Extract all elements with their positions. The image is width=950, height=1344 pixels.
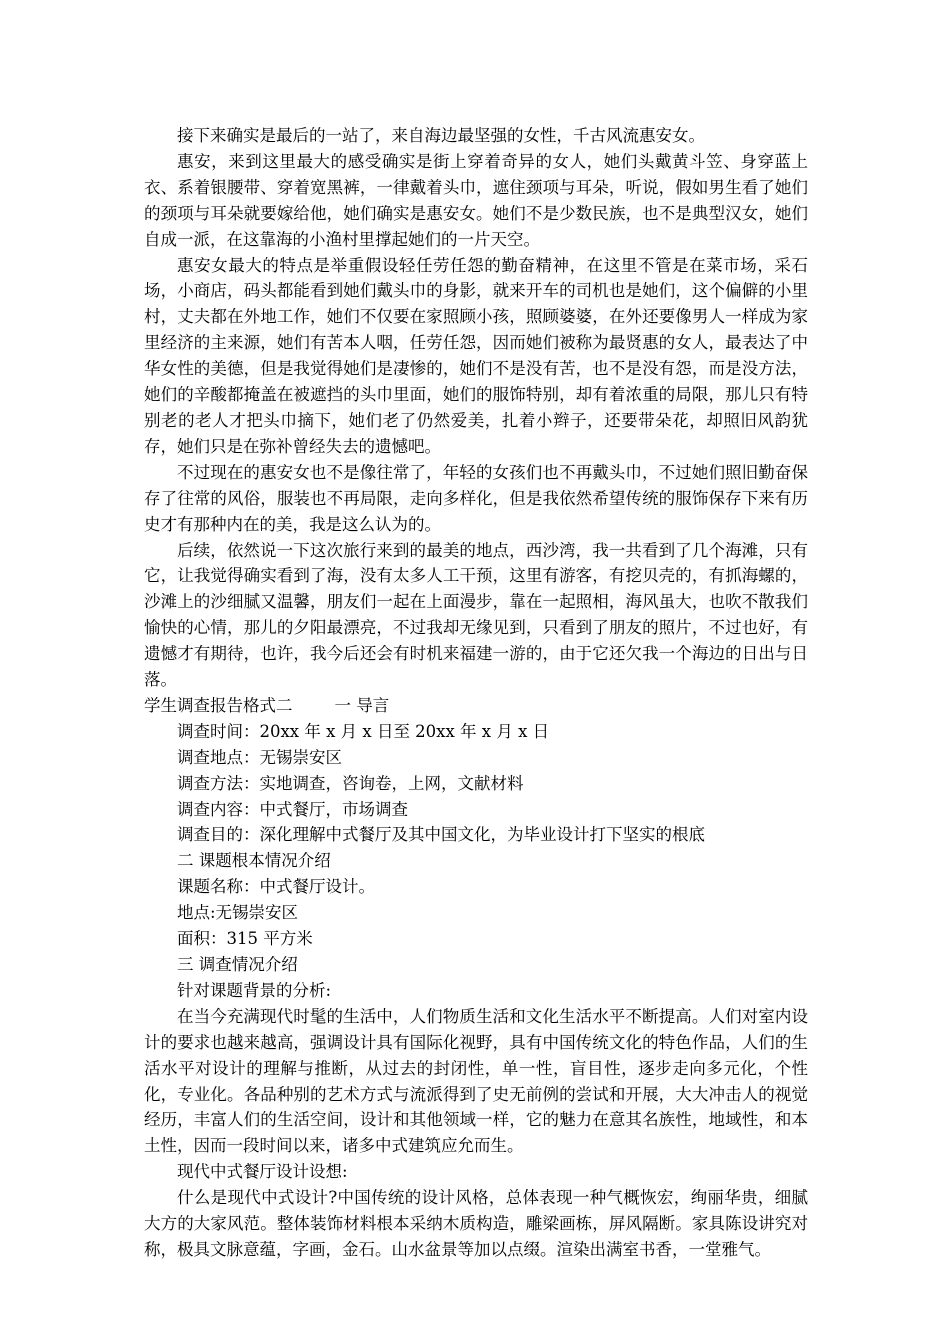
survey-place: 调查地点：无锡崇安区 xyxy=(177,747,342,767)
section-heading-topic: 二 课题根本情况介绍 xyxy=(177,851,331,871)
essay-paragraph-3: 惠安女最大的特点是举重假设轻任劳任怨的勤奋精神，在这里不管是在菜市场，采石场，小商店，码头都能看到她们戴头巾的身影，就来开车的司机也是她们，这个偏僻的小里村，丈夫都在外地工作，她们不仅要在家照顾小孩，照顾婆婆，在外还要像男人一样成为家里经济的主来源，她们有苦本人咽，任劳任怨，因而她们被称为最贤惠的女人，最表达了中华女性的美德，但是我觉得她们是凄惨的，她们不是没有苦，也不是没有怨，而是没方法，她们的辛酸都掩盖在被遮挡的头巾里面，她们的服饰特别，却有着浓重的局限，那儿只有特别老的老人才把头巾摘下，她们老了仍然爱美，扎着小辫子，还要带朵花，却照旧风韵犹存，她们只是在弥补曾经失去的遗憾吧。 xyxy=(144,255,808,456)
essay-paragraph-2: 惠安，来到这里最大的感受确实是街上穿着奇异的女人，她们头戴黄斗笠、身穿蓝上衣、系着银腰带、穿着宽黑裤，一律戴着头巾，遮住颈项与耳朵，听说，假如男生看了她们的颈项与耳朵就要嫁给他，她们确实是惠安女。她们不是少数民族，也不是典型汉女，她们自成一派，在这靠海的小渔村里撑起她们的一片天空。 xyxy=(144,151,808,249)
document-body xyxy=(144,123,808,1263)
section-heading-intro: 一 导言 xyxy=(334,695,390,715)
survey-purpose: 调查目的：深化理解中式餐厅及其中国文化，为毕业设计打下坚实的根底 xyxy=(177,825,705,845)
survey-content: 调查内容：中式餐厅，市场调查 xyxy=(177,799,408,819)
report-title: 学生调查报告格式二 xyxy=(144,695,293,715)
report-title-row xyxy=(144,693,808,719)
essay-paragraph-1: 接下来确实是最后的一站了，来自海边最坚强的女性，千古风流惠安女。 xyxy=(177,126,705,145)
concept-label: 现代中式餐厅设计设想: xyxy=(177,1162,348,1182)
survey-method: 调查方法：实地调查，咨询卷，上网，文献材料 xyxy=(177,773,524,793)
essay-paragraph-5: 后续，依然说一下这次旅行来到的最美的地点，西沙湾，我一共看到了几个海滩，只有它，让我觉得确实看到了海，没有太多人工干预，这里有游客，有挖贝壳的，有抓海螺的，沙滩上的沙细腻又温馨，朋友们一起在上面漫步，靠在一起照相，海风虽大，也吹不散我们愉快的心情，那儿的夕阳最漂亮，不过我却无缘见到，只看到了朋友的照片，不过也好，有遗憾才有期待，也许，我今后还会有时机来福建一游的，由于它还欠我一个海边的日出与日落。 xyxy=(144,540,808,690)
survey-time: 调查时间：20xx 年 x 月 x 日至 20xx 年 x 月 x 日 xyxy=(177,721,550,741)
topic-location: 地点:无锡崇安区 xyxy=(177,903,299,923)
section-heading-survey: 三 调查情况介绍 xyxy=(177,955,298,974)
essay-paragraph-4: 不过现在的惠安女也不是像往常了，年轻的女孩们也不再戴头巾，不过她们照旧勤奋保存了往常的风俗，服装也不再局限，走向多样化，但是我依然希望传统的服饰保存下来有历史才有那种内在的美，我是这么认为的。 xyxy=(144,462,808,534)
background-label: 针对课题背景的分析: xyxy=(177,980,332,1000)
topic-name: 课题名称：中式餐厅设计。 xyxy=(177,877,375,897)
concept-paragraph: 什么是现代中式设计?中国传统的设计风格，总体表现一种气概恢宏，绚丽华贵，细腻大方的大家风范。整体装饰材料根本采纳木质构造，雕梁画栋，屏风隔断。家具陈设讲究对称，极具文脉意蕴，字画，金石。山水盆景等加以点缀。渲染出满室书香，一堂雅气。 xyxy=(144,1188,808,1259)
background-paragraph: 在当今充满现代时髦的生活中，人们物质生活和文化生活水平不断提高。人们对室内设计的要求也越来越高，强调设计具有国际化视野，具有中国传统文化的特色作品，人们的生活水平对设计的理解与推断，从过去的封闭性，单一性，盲目性，逐步走向多元化，个性化，专业化。各品种别的艺术方式与流派得到了史无前例的尝试和开展，大大冲击人的视觉经历，丰富人们的生活空间，设计和其他领域一样，它的魅力在意其名族性，地域性，和本土性，因而一段时间以来，诸多中式建筑应允而生。 xyxy=(144,1006,808,1156)
topic-area: 面积：315 平方米 xyxy=(177,929,313,949)
